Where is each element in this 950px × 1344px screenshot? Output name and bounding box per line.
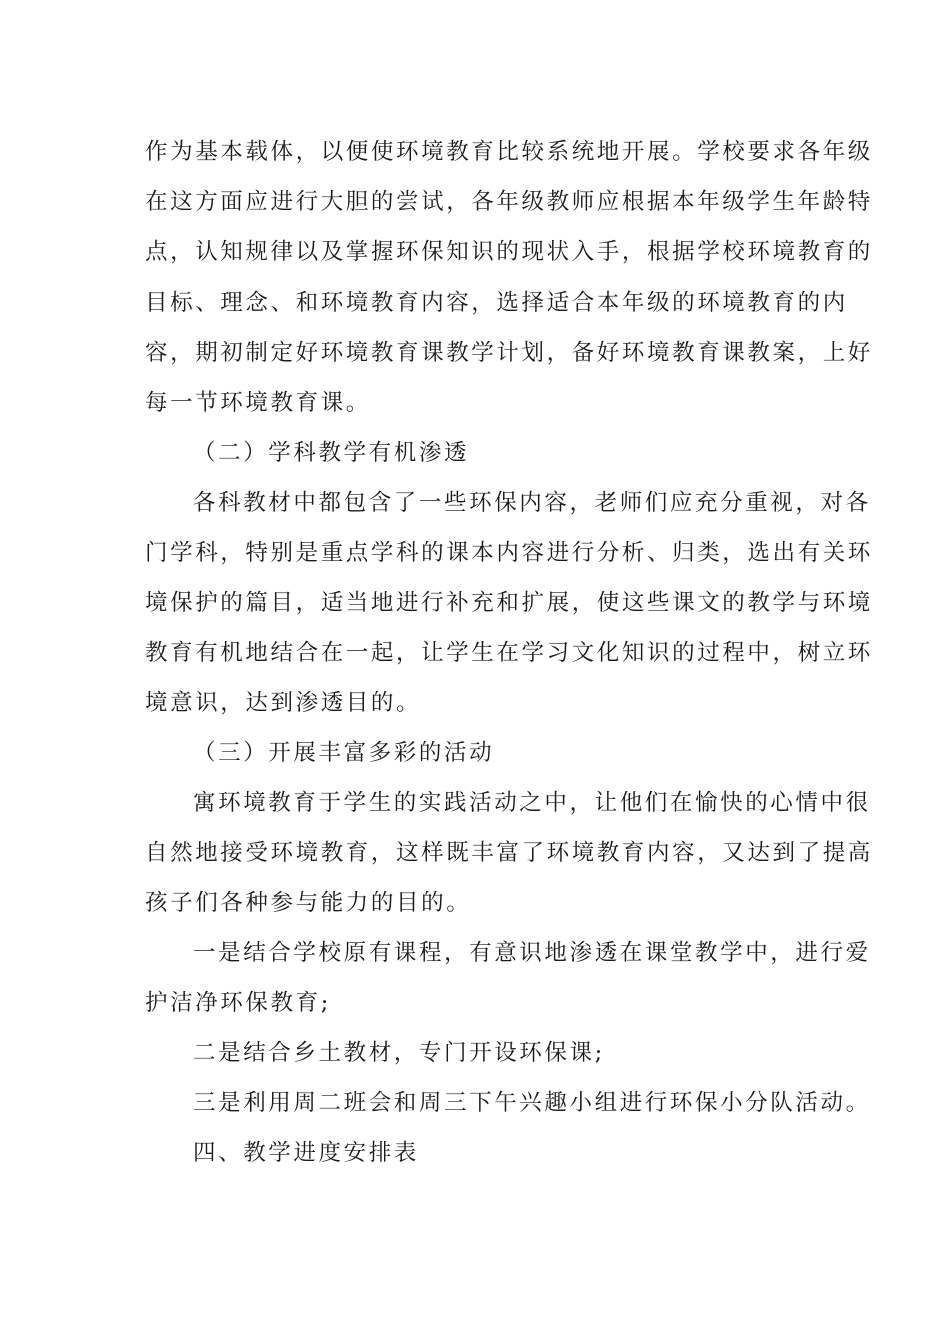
paragraph-line: 在这方面应进行大胆的尝试，各年级教师应根据本年级学生年龄特 [145,189,873,215]
paragraph-line: 寓环境教育于学生的实践活动之中，让他们在愉快的心情中很 [193,790,871,816]
paragraph-line: 点，认知规律以及掌握环保知识的现状入手，根据学校环境教育的 [145,239,873,265]
section-heading: 四、教学进度安排表 [193,1140,419,1166]
paragraph-line: 自然地接受环境教育，这样既丰富了环境教育内容，又达到了提高 [145,840,873,866]
paragraph-line: 护洁净环保教育; [145,990,331,1016]
paragraph-line: 各科教材中都包含了一些环保内容，老师们应充分重视，对各 [193,490,871,516]
section-heading: （三）开展丰富多彩的活动 [193,740,495,766]
paragraph-line: 二是结合乡土教材，专门开设环保课; [193,1040,605,1066]
paragraph-line: 每一节环境教育课。 [145,390,371,416]
section-heading: （二）学科教学有机渗透 [193,440,470,466]
paragraph-line: 三是利用周二班会和周三下午兴趣小组进行环保小分队活动。 [193,1090,871,1116]
paragraph-line: 门学科，特别是重点学科的课本内容进行分析、归类，选出有关环 [145,540,873,566]
paragraph-line: 孩子们各种参与能力的目的。 [145,890,472,916]
paragraph-line: 一是结合学校原有课程，有意识地渗透在课堂教学中，进行爱 [193,940,871,966]
paragraph-line: 境意识，达到渗透目的。 [145,690,422,716]
paragraph-line: 容，期初制定好环境教育课教学计划，备好环境教育课教案，上好 [145,340,873,366]
paragraph-line: 境保护的篇目，适当地进行补充和扩展，使这些课文的教学与环境 [145,590,873,616]
paragraph-line: 目标、理念、和环境教育内容，选择适合本年级的环境教育的内 [145,290,848,316]
paragraph-line: 作为基本载体，以便使环境教育比较系统地开展。学校要求各年级 [145,139,873,165]
paragraph-line: 教育有机地结合在一起，让学生在学习文化知识的过程中，树立环 [145,640,873,666]
